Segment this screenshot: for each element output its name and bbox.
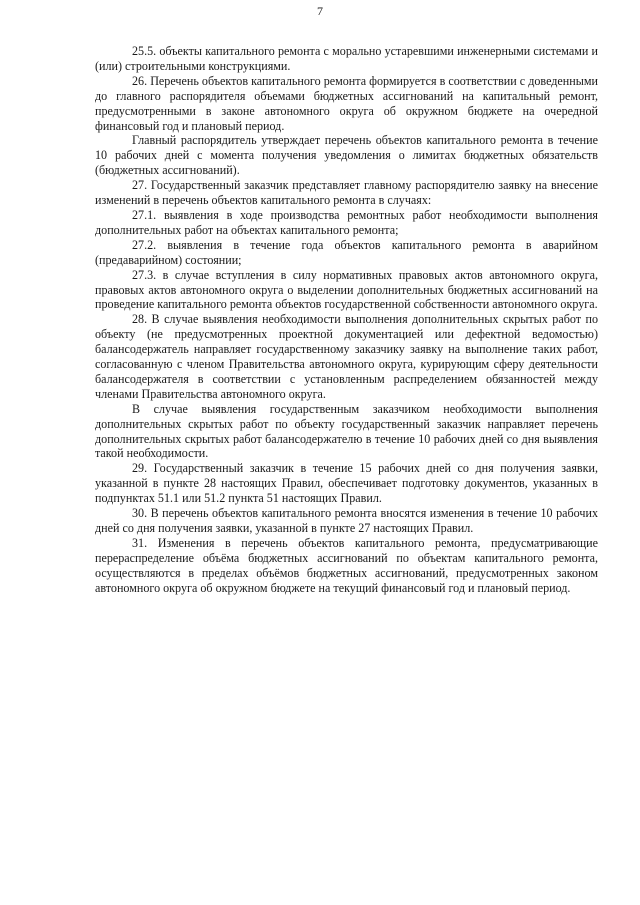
paragraph-28-customer: В случае выявления государственным заказчиком необходимости выполнения дополнительных скрытых работ по объекту государственный заказчик направляет перечень дополнительных скрытых работ балансодержателю в течение 10 рабочих дней со дня выявления такой необходимости.: [95, 401, 598, 461]
paragraph-29: 29. Государственный заказчик в течение 15 рабочих дней со дня получения заявки, указанной в пункте 28 настоящих Правил, обеспечивает подготовку документов, указанных в подпунктах 51.1 или 51.2 пункта 51 настоящих Правил.: [95, 461, 598, 506]
paragraph-31: 31. Изменения в перечень объектов капитального ремонта, предусматривающие перераспределение объёма бюджетных ассигнований по объектам капитального ремонта, осуществляются в пределах объёмов бюджетных ассигнований, предусмотренных законом автономного округа об окружном бюджете на текущий финансовый год и плановый период.: [95, 535, 598, 595]
page-number: 7: [317, 4, 323, 18]
paragraph-28: 28. В случае выявления необходимости выполнения дополнительных скрытых работ по объекту (не предусмотренных проектной документацией или дефектной ведомостью) балансодержатель направляет государственному заказчику заявку на выполнение таких работ, согласованную с членом Правительства автономного округа, курирующим сферу деятельности балансодержателя в соответствии с установленным распределением обязанностей между членами Правительства автономного округа.: [95, 312, 598, 401]
paragraph-25-5: 25.5. объекты капитального ремонта с морально устаревшими инженерными системами и (или) строительными конструкциями.: [95, 44, 598, 73]
paragraph-27-2: 27.2. выявления в течение года объектов капитального ремонта в аварийном (предаварийном) состоянии;: [95, 237, 598, 267]
paragraph-27: 27. Государственный заказчик представляет главному распорядителю заявку на внесение изменений в перечень объектов капитального ремонта в случаях:: [95, 178, 598, 208]
paragraph-30: 30. В перечень объектов капитального ремонта вносятся изменения в течение 10 рабочих дней со дня получения заявки, указанной в пункте 27 настоящих Правил.: [95, 506, 598, 535]
paragraph-27-3: 27.3. в случае вступления в силу нормативных правовых актов автономного округа, правовых актов автономного округа о выделении дополнительных бюджетных ассигнований на проведение капитального ремонта объектов государственной собственности автономного округа.: [95, 267, 598, 312]
paragraph-26: 26. Перечень объектов капитального ремонта формируется в соответствии с доведенными до главного распорядителя объемами бюджетных ассигнований на капитальный ремонт, предусмотренными в законе автономного округа об окружном бюджете на очередной финансовый год и плановый период.: [95, 73, 598, 133]
paragraph-26-approval: Главный распорядитель утверждает перечень объектов капитального ремонта в течение 10 рабочих дней с момента получения уведомления о лимитах бюджетных обязательств (бюджетных ассигнований).: [95, 133, 598, 178]
document-body: [95, 44, 598, 596]
paragraph-27-1: 27.1. выявления в ходе производства ремонтных работ необходимости выполнения дополнительных работ на объектах капитального ремонта;: [95, 207, 598, 237]
